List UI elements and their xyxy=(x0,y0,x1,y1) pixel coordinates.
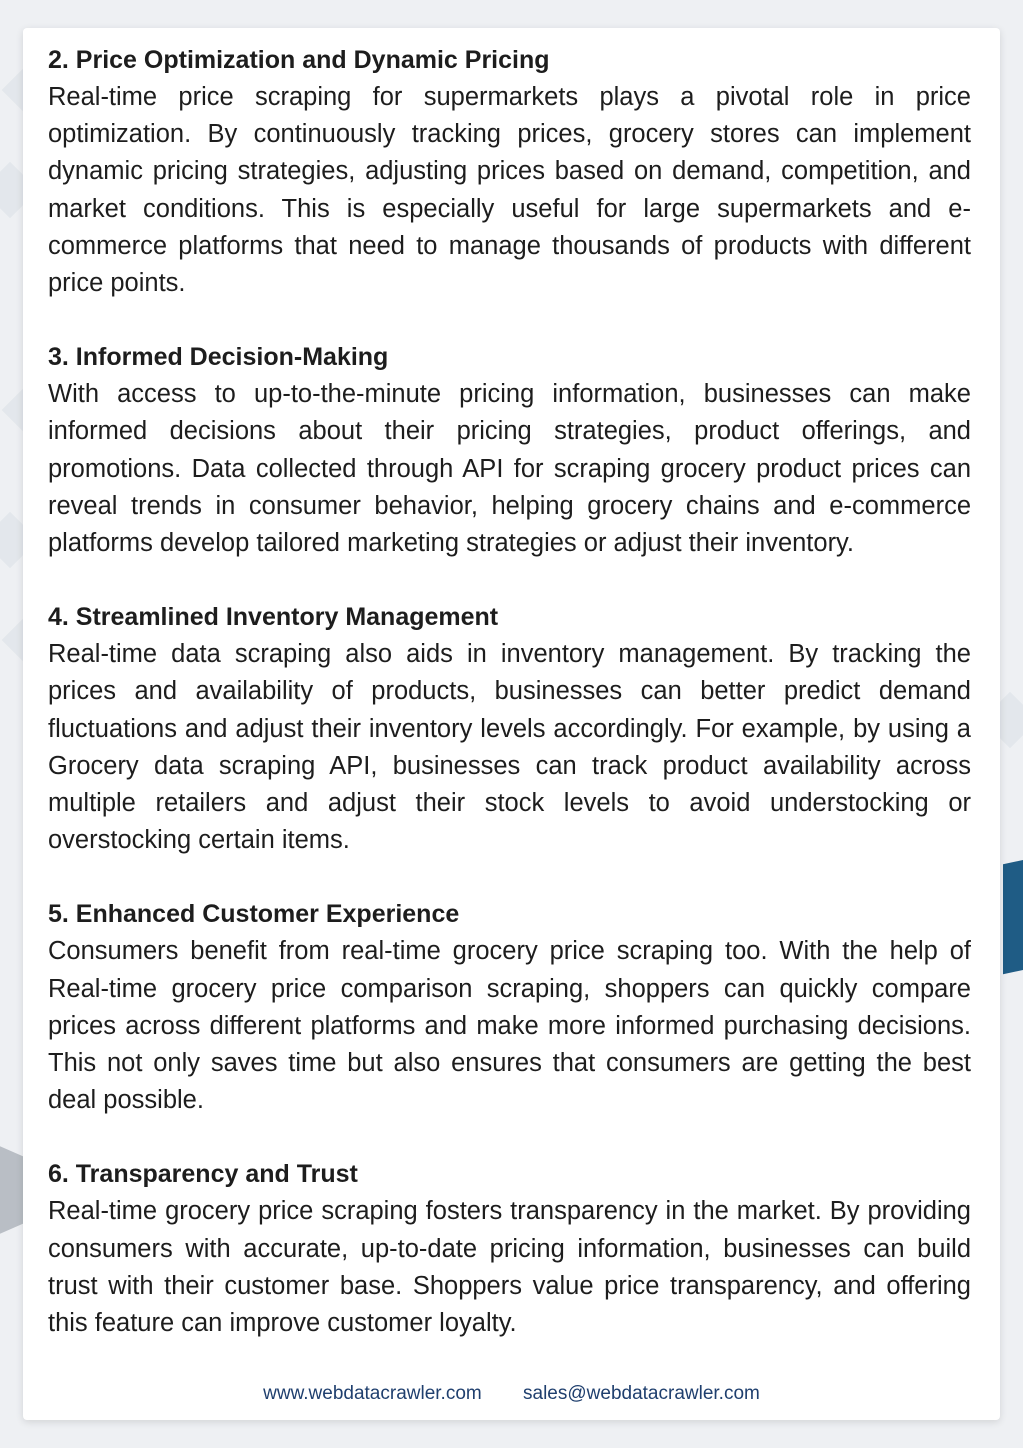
section-inventory-management xyxy=(48,599,971,859)
section-informed-decision-making xyxy=(48,339,971,562)
section-heading: 6. Transparency and Trust xyxy=(48,1160,358,1189)
section-customer-experience xyxy=(48,896,971,1119)
section-paragraph: Real-time data scraping also aids in inventory management. By tracking the prices and availability of products, businesses can better predict demand fluctuations and adjust their inventory levels accordingly. For example, by using a Grocery data scraping API, businesses can track product availability across multiple retailers and adjust their stock levels to avoid understocking or overstocking certain items. xyxy=(48,640,971,855)
section-heading: 2. Price Optimization and Dynamic Pricing xyxy=(48,46,550,74)
section-heading: 4. Streamlined Inventory Management xyxy=(48,603,499,632)
section-paragraph: Real-time grocery price scraping fosters transparency in the market. By providing consumers with accurate, up-to-date pricing information, businesses can build trust with their customer base. Shoppers value price transparency, and offering this feature can improve customer loyalty. xyxy=(48,1197,971,1338)
footer-email-link[interactable]: sales@webdatacrawler.com xyxy=(523,1383,760,1404)
page-footer xyxy=(0,1383,1023,1405)
document-content xyxy=(48,42,971,1379)
section-paragraph: Consumers benefit from real-time grocery price scraping too. With the help of Real-time grocery price comparison scraping, shoppers can quickly compare prices across different platforms and make more informed purchasing decisions. This not only saves time but also ensures that consumers are getting the best deal possible. xyxy=(48,937,971,1115)
decorative-blue-wedge xyxy=(1003,856,1023,975)
section-paragraph: With access to up-to-the-minute pricing information, businesses can make informed decisions about their pricing strategies, product offerings, and promotions. Data collected through API for scraping grocery product prices can reveal trends in consumer behavior, helping grocery chains and e-commerce platforms develop tailored marketing strategies or adjust their inventory. xyxy=(48,380,971,558)
footer-website-link[interactable]: www.webdatacrawler.com xyxy=(263,1383,482,1404)
section-heading: 5. Enhanced Customer Experience xyxy=(48,900,460,929)
section-heading: 3. Informed Decision-Making xyxy=(48,343,389,372)
section-paragraph: Real-time price scraping for supermarkets plays a pivotal role in price optimization. By continuously tracking prices, grocery stores can implement dynamic pricing strategies, adjusting prices based on demand, competition, and market conditions. This is especially useful for large supermarkets and e-commerce platforms that need to manage thousands of products with different price points. xyxy=(48,83,971,298)
section-transparency-trust xyxy=(48,1156,971,1342)
section-price-optimization xyxy=(48,42,971,302)
